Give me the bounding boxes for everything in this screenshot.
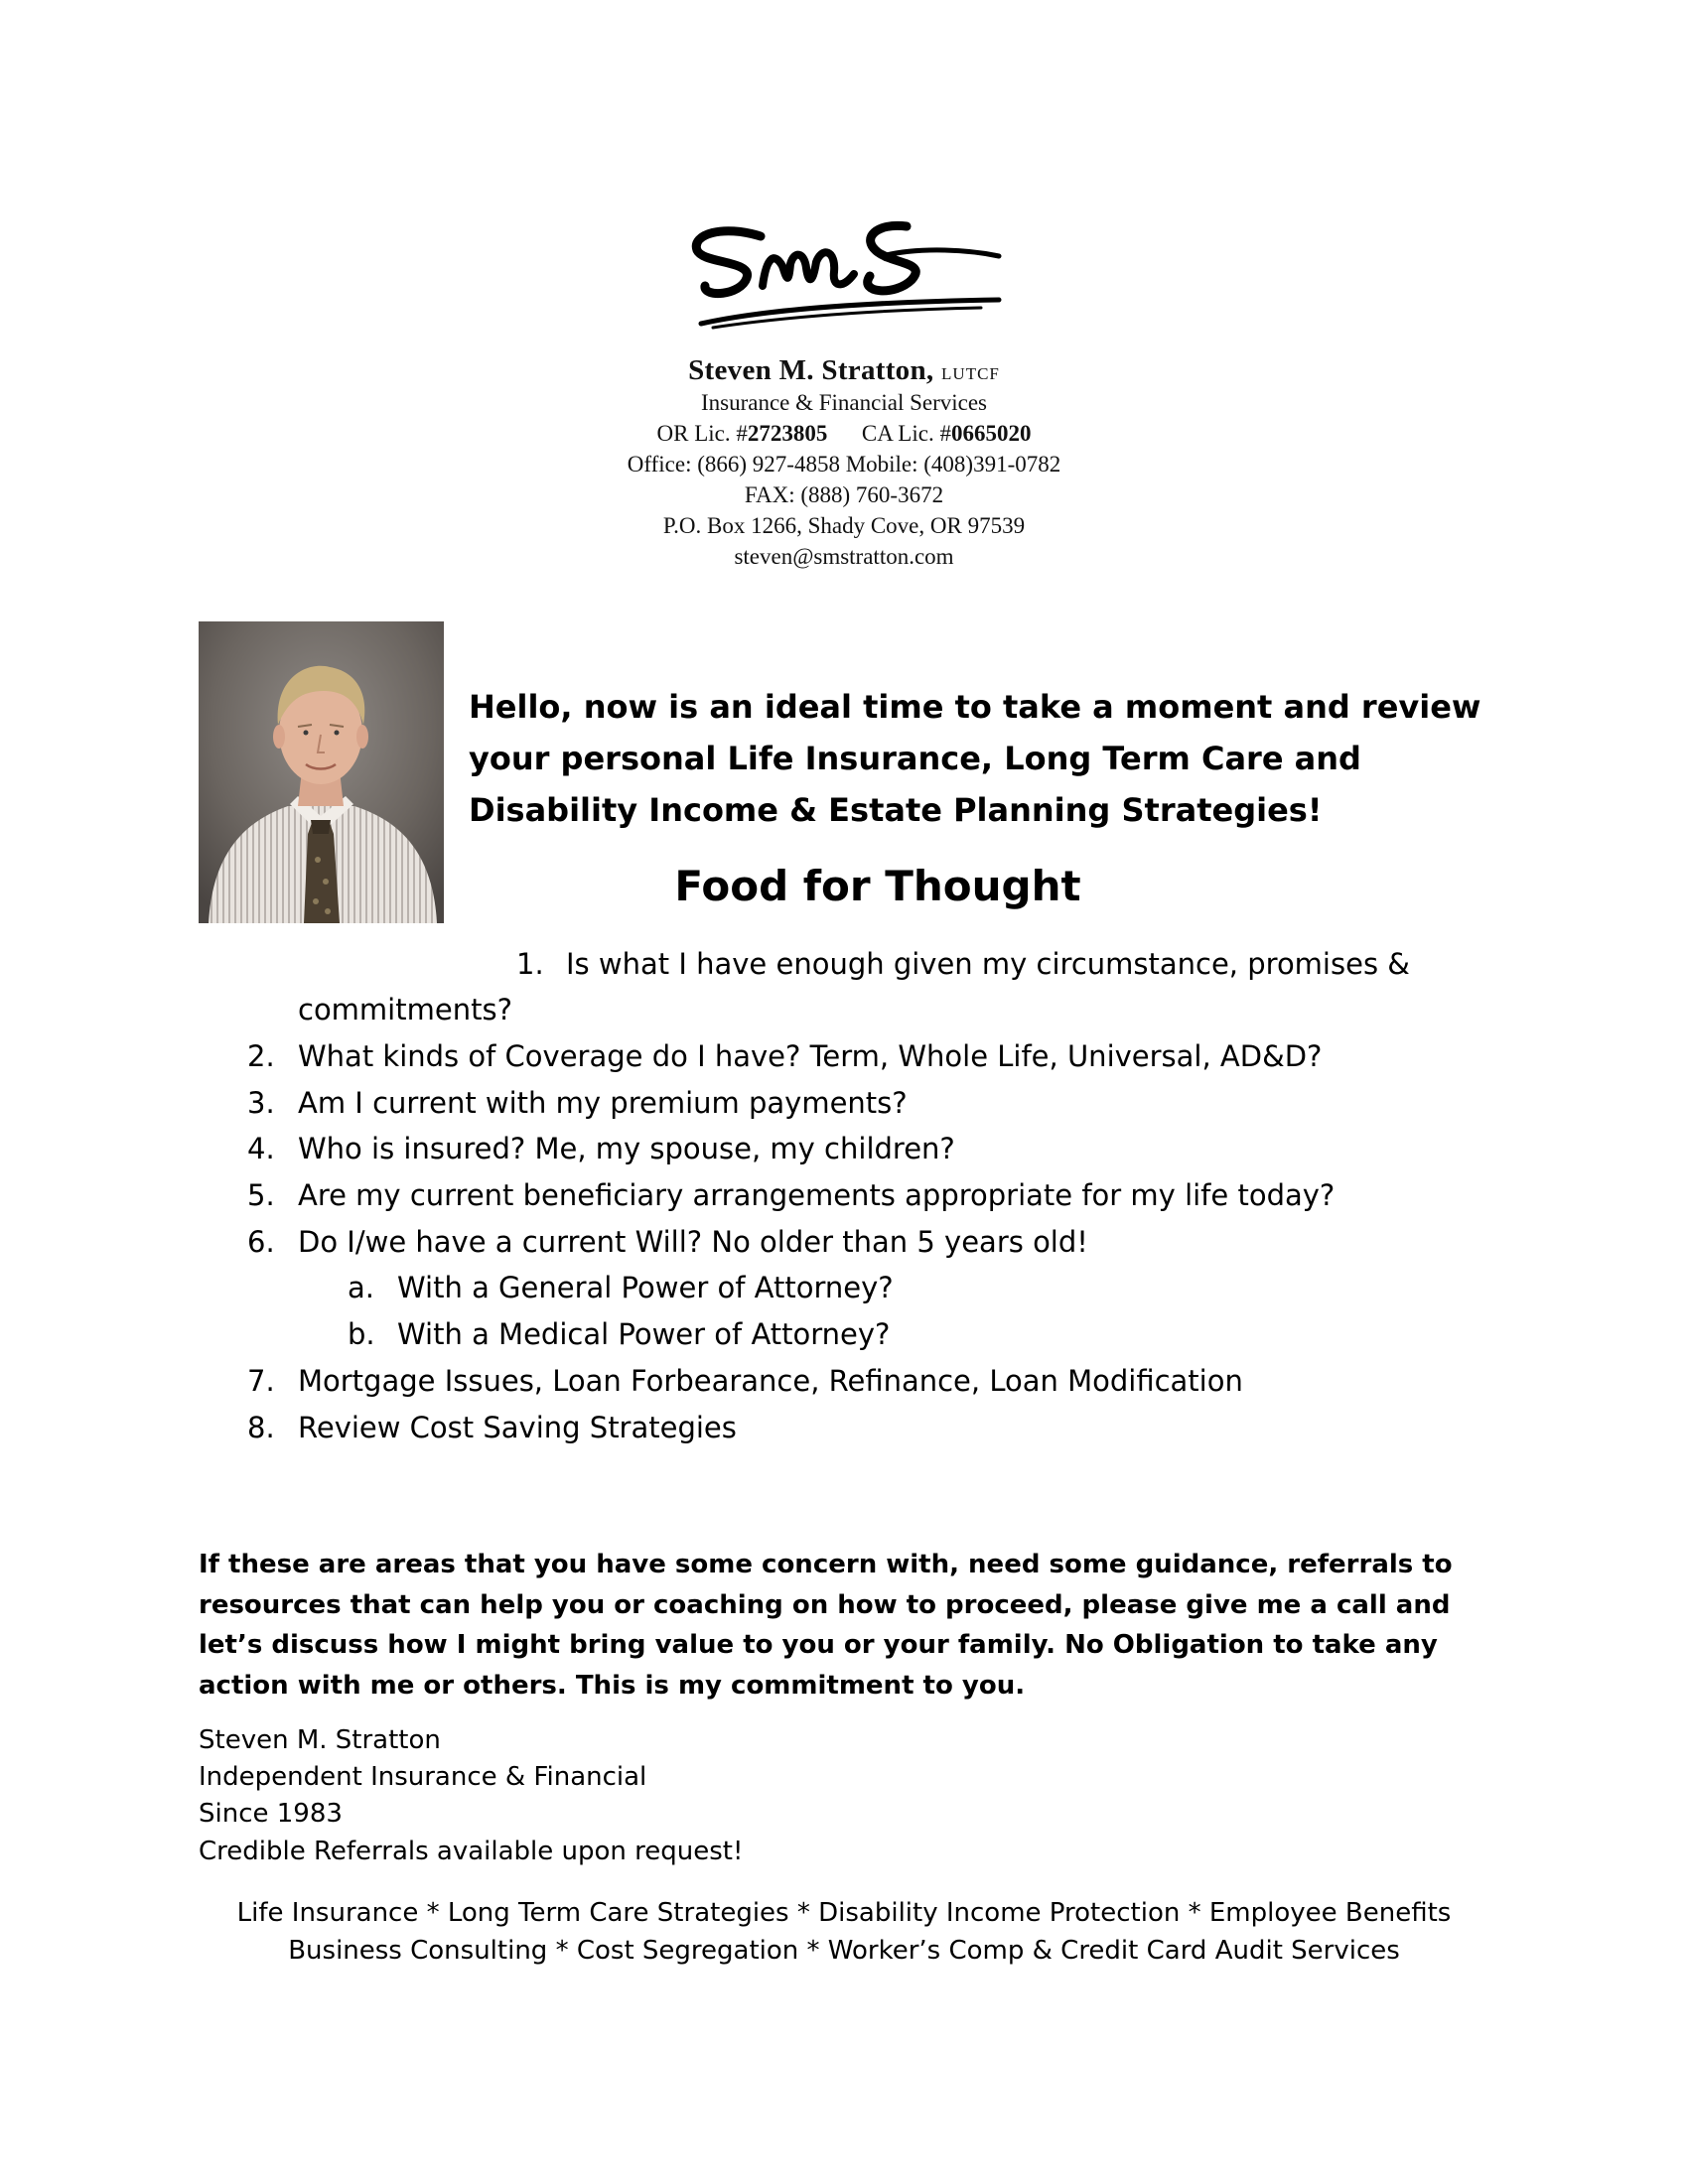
agent-name-text: Steven M. Stratton, [688,354,934,386]
list-text: Are my current beneficiary arrangements appropriate for my life today? [298,1178,1336,1212]
list-text: With a Medical Power of Attorney? [397,1317,891,1351]
list-text: Am I current with my premium payments? [298,1086,908,1120]
list-marker: 2. [247,1039,275,1073]
list-text: Do I/we have a current Will? No older than 5 years old! [298,1225,1088,1259]
list-text: Is what I have enough given my circumstance, promises & [566,947,1410,981]
list-text: With a General Power of Attorney? [397,1271,894,1304]
closing-paragraph: If these are areas that you have some concern with, need some guidance, referrals to resources that can help you or coaching on how to proceed, please give me a call and let’s discuss how I might bring value to you or your family. No Obligation to take any action with me or others. This is my commitment to you. [199,1550,1453,1701]
list-text: Review Cost Saving Strategies [298,1411,737,1444]
agent-name [0,354,1688,387]
or-license-label: OR Lic. # [656,421,748,446]
agent-title: Insurance & Financial Services [700,390,988,415]
license-numbers [0,421,1688,447]
signature-since: Since 1983 [199,1799,343,1829]
list-item-continuation: commitments? [298,993,512,1026]
agent-designation: LUTCF [941,364,1000,383]
phone-numbers: Office: (866) 927-4858 Mobile: (408)391-0782 [627,452,1061,477]
list-text: Mortgage Issues, Loan Forbearance, Refinance, Loan Modification [298,1364,1243,1398]
fax-number: FAX: (888) 760-3672 [744,482,944,507]
page-heading: Food for Thought [674,862,1081,910]
ca-license-label: CA Lic. # [861,421,951,446]
list-marker: b. [348,1317,375,1351]
or-license-number: 2723805 [747,421,828,446]
sms-signature-logo [683,216,1011,345]
list-marker: a. [348,1271,374,1304]
intro-paragraph: Hello, now is an ideal time to take a moment and review your personal Life Insurance, Long Term Care and Disability Income & Estate Planning Strategies! [469,688,1481,829]
list-marker: 1. [516,947,544,981]
list-marker: 4. [247,1132,275,1165]
list-text: Who is insured? Me, my spouse, my children? [298,1132,955,1165]
email-address: steven@smstratton.com [734,544,954,569]
list-text: What kinds of Coverage do I have? Term, Whole Life, Universal, AD&D? [298,1039,1323,1073]
signature-company: Independent Insurance & Financial [199,1762,647,1792]
list-marker: 3. [247,1086,275,1120]
footer-services-line-1: Life Insurance * Long Term Care Strategies * Disability Income Protection * Employee Benefits [236,1898,1452,1928]
signature-name: Steven M. Stratton [199,1725,441,1755]
signature-referrals: Credible Referrals available upon request! [199,1837,744,1866]
ca-license-number: 0665020 [950,421,1032,446]
mailing-address: P.O. Box 1266, Shady Cove, OR 97539 [662,513,1026,538]
footer-services-line-2: Business Consulting * Cost Segregation * Worker’s Comp & Credit Card Audit Services [288,1936,1400,1966]
list-marker: 5. [247,1178,275,1212]
list-marker: 7. [247,1364,275,1398]
list-marker: 8. [247,1411,275,1444]
list-marker: 6. [247,1225,275,1259]
